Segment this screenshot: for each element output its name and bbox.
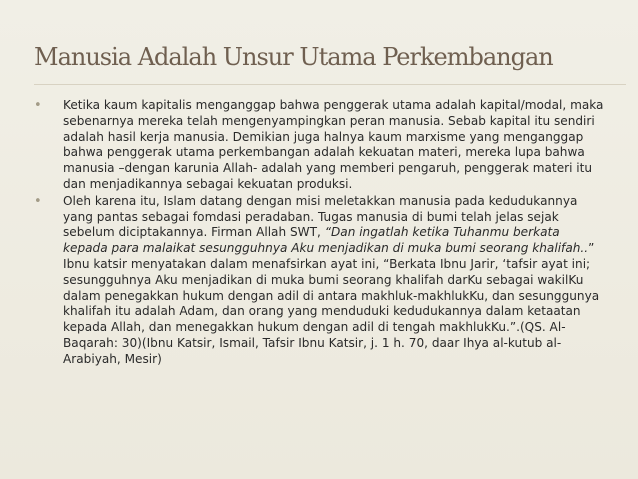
bullet-item-1 (30, 98, 630, 193)
bullet-item-2 (30, 194, 630, 368)
bullet-text-2-commentary: ” Ibnu katsir menyatakan dalam menafsirkan ayat ini, “Berkata Ibnu Jarir, ‘tafsir ayat ini; sesungguhnya Aku menjadikan di muka bumi seorang khalifah darKu sebagai wakilKu dalam penegakkan hukum dengan adil di antara makhluk-makhlukKu, dan sesunggunya khalifah itu adalah Adam, dan orang yang menduduki kedudukannya dalam ketaatan kepada Allah, dan menegakkan hukum dengan adil di tengah makhlukKu.”.(QS. Al-Baqarah: 30)(Ibnu Katsir, Ismail, Tafsir Ibnu Katsir, j. 1 h. 70, daar Ihya al-kutub al-Arabiyah, Mesir) (63, 241, 600, 366)
title-divider (34, 84, 626, 85)
bullet-text-2 (63, 194, 599, 366)
bullet-icon: • (34, 98, 42, 113)
bullet-text-2-intro: Oleh karena itu, Islam datang dengan misi meletakkan manusia pada kedudukannya yang pantas sebagai fomdasi peradaban. Tugas manusia di bumi telah jelas sejak sebelum diciptakannya. Firman Allah SWT, (63, 193, 578, 240)
quran-quote: “Dan ingatlah ketika Tuhanmu berkata kepada para malaikat sesungguhnya Aku menjadikan di muka bumi seorang khalifah.. (63, 225, 589, 256)
bullet-list (30, 98, 630, 368)
bullet-text-1: Ketika kaum kapitalis menganggap bahwa penggerak utama adalah kapital/modal, maka sebenarnya mereka telah mengenyampingkan peran manusia. Sebab kapital itu sendiri adalah hasil kerja manusia. Demikian juga halnya kaum marxisme yang menganggap bahwa penggerak utama perkembangan adalah kekuatan materi, mereka lupa bahwa manusia –dengan karunia Allah- adalah yang memberi pengaruh, penggerak materi itu dan menjadikannya sebagai kekuatan produksi. (63, 98, 604, 191)
slide-title: Manusia Adalah Unsur Utama Perkembangan (34, 43, 553, 71)
bullet-icon: • (34, 193, 42, 209)
